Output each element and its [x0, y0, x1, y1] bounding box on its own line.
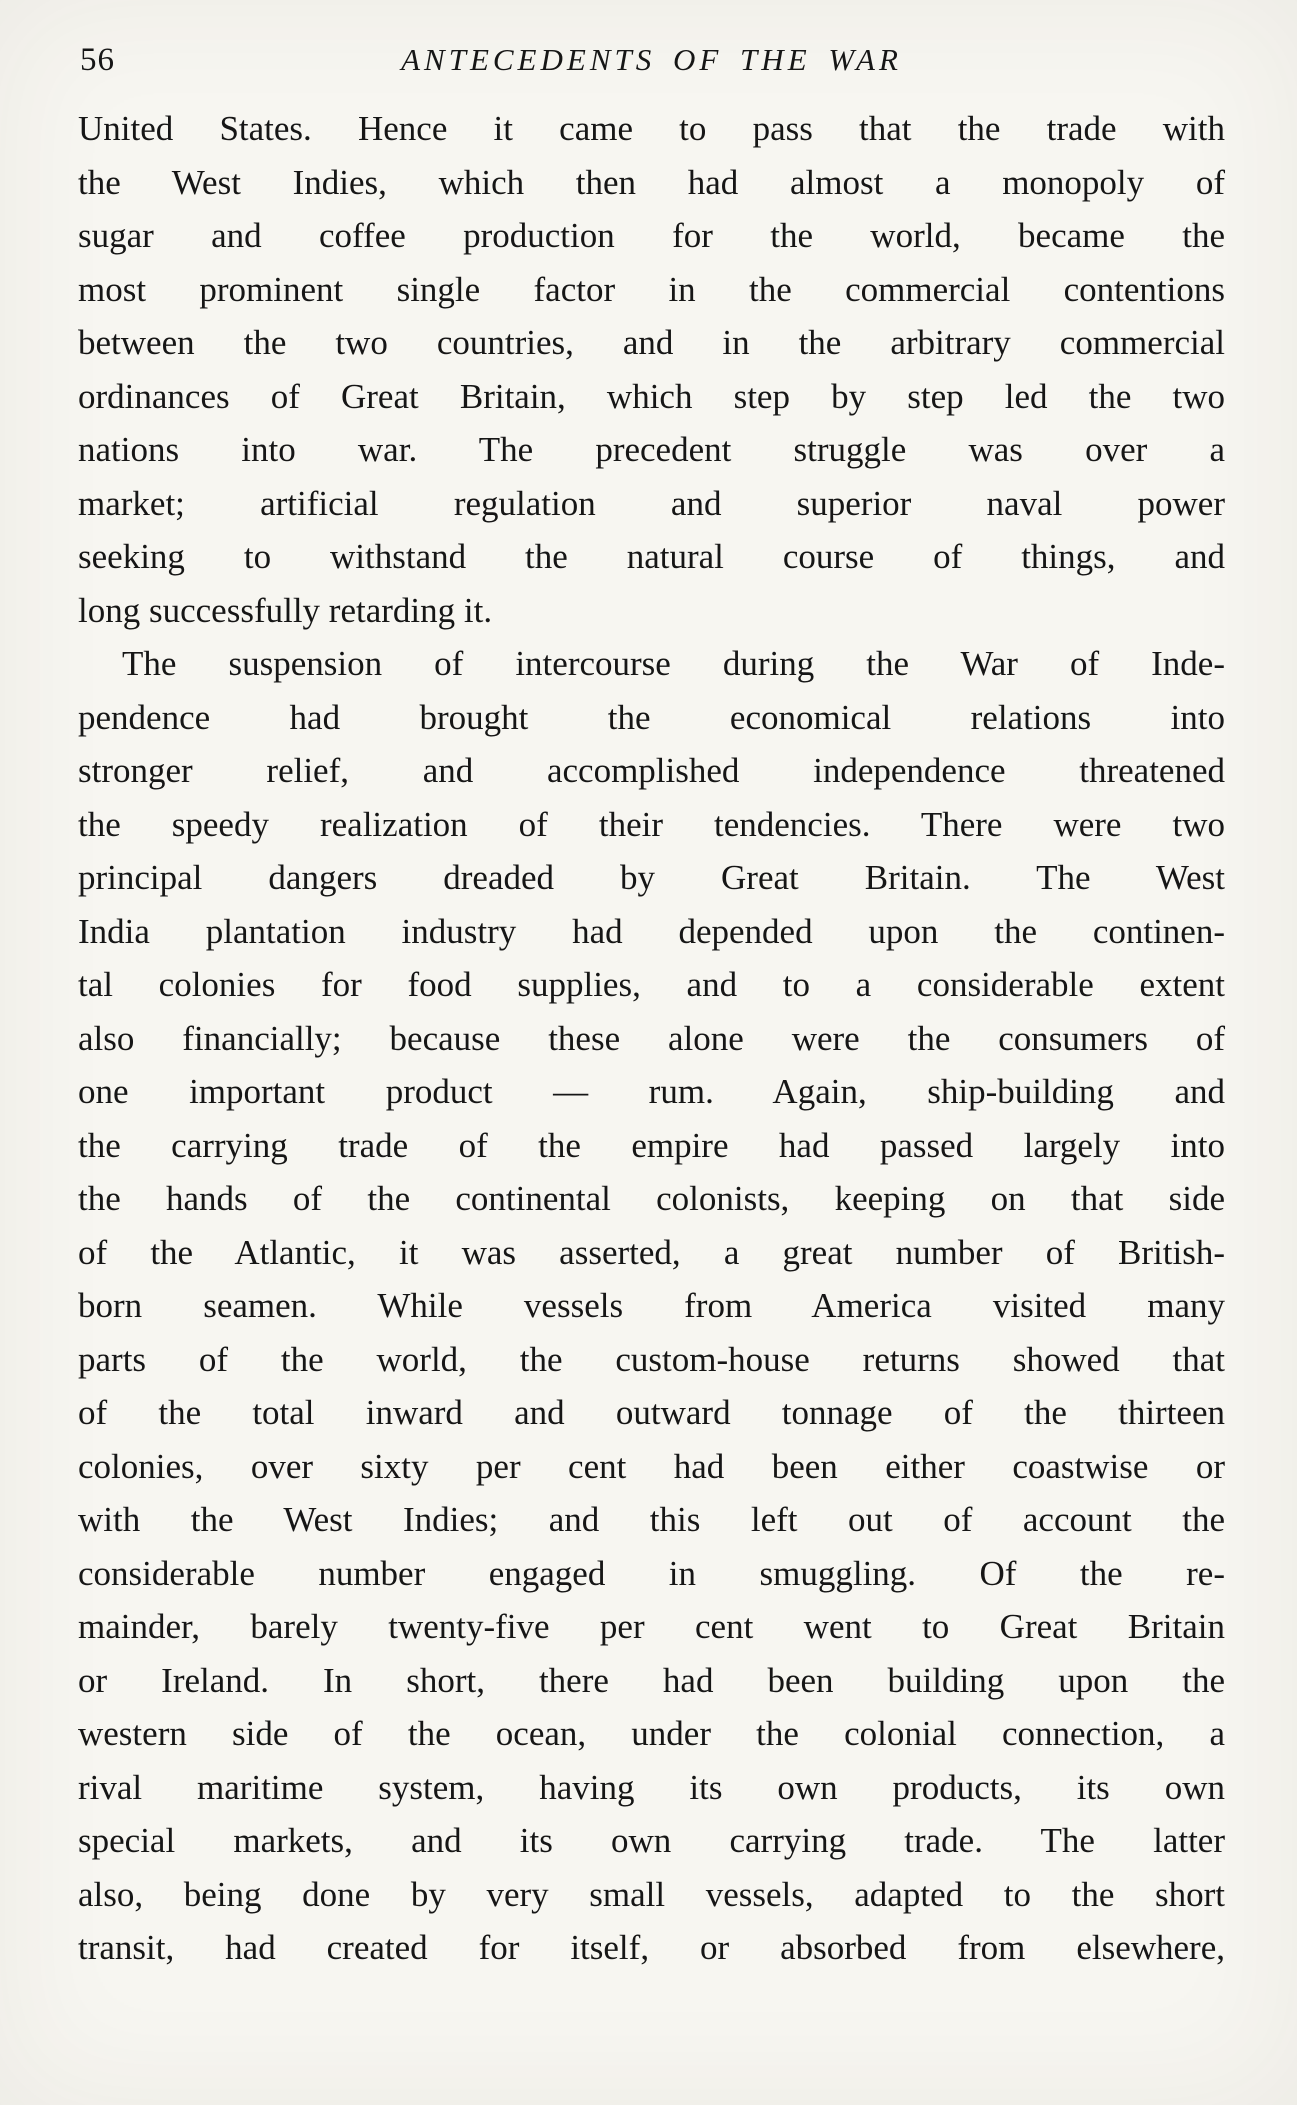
text-line: or Ireland. In short, there had been building upon the [78, 1660, 1225, 1700]
page-number: 56 [80, 42, 115, 78]
text-line: special markets, and its own carrying trade. The latter [78, 1821, 1225, 1860]
text-line: nations into war. The precedent struggle was over a [78, 430, 1225, 469]
text-line: most prominent single factor in the commercial contentions [78, 269, 1225, 309]
text-line: also, being done by very small vessels, adapted to the short [78, 1874, 1225, 1914]
text-line: considerable number engaged in smuggling. Of the re- [78, 1553, 1225, 1593]
text-line: of the total inward and outward tonnage of the thirteen [78, 1393, 1225, 1432]
text-line: seeking to withstand the natural course of things, and [78, 537, 1225, 576]
text-line: western side of the ocean, under the colonial connection, a [78, 1714, 1225, 1753]
text-line: stronger relief, and accomplished independence threatened [78, 751, 1225, 790]
text-line: one important product — rum. Again, ship-building and [78, 1072, 1225, 1111]
text-line: sugar and coffee production for the world, became the [78, 216, 1225, 255]
text-line: principal dangers dreaded by Great Britain. The West [78, 858, 1225, 897]
text-line: United States. Hence it came to pass that the trade with [78, 109, 1225, 148]
text-line: the West Indies, which then had almost a monopoly of [78, 162, 1225, 202]
page-header [78, 38, 1225, 84]
text-line: also financially; because these alone were the consumers of [78, 1018, 1225, 1058]
text-line: The suspension of intercourse during the War of Inde- [122, 644, 1225, 683]
text-line: tal colonies for food supplies, and to a considerable extent [78, 965, 1225, 1004]
text-line: India plantation industry had depended upon the continen- [78, 911, 1225, 951]
text-line: the speedy realization of their tendencies. There were two [78, 804, 1225, 844]
text-line: mainder, barely twenty-five per cent went to Great Britain [78, 1607, 1225, 1646]
text-line: born seamen. While vessels from America visited many [78, 1286, 1225, 1325]
text-line: rival maritime system, having its own products, its own [78, 1767, 1225, 1807]
text-line: pendence had brought the economical relations into [78, 697, 1225, 737]
text-line: of the Atlantic, it was asserted, a great number of British- [78, 1232, 1225, 1272]
text-line: long successfully retarding it. [78, 590, 493, 630]
text-line: the hands of the continental colonists, keeping on that side [78, 1179, 1225, 1218]
text-line: ordinances of Great Britain, which step by step led the two [78, 376, 1225, 416]
text-line: between the two countries, and in the arbitrary commercial [78, 323, 1225, 362]
text-line: colonies, over sixty per cent had been either coastwise or [78, 1446, 1225, 1486]
text-line: parts of the world, the custom-house returns showed that [78, 1339, 1225, 1379]
text-block [78, 102, 1225, 1975]
running-header: ANTECEDENTS OF THE WAR [401, 42, 902, 77]
text-line: the carrying trade of the empire had passed largely into [78, 1125, 1225, 1165]
text-line: transit, had created for itself, or absorbed from elsewhere, [78, 1928, 1225, 1967]
text-line: with the West Indies; and this left out of account the [78, 1500, 1225, 1539]
text-line: market; artificial regulation and superior naval power [78, 483, 1225, 523]
